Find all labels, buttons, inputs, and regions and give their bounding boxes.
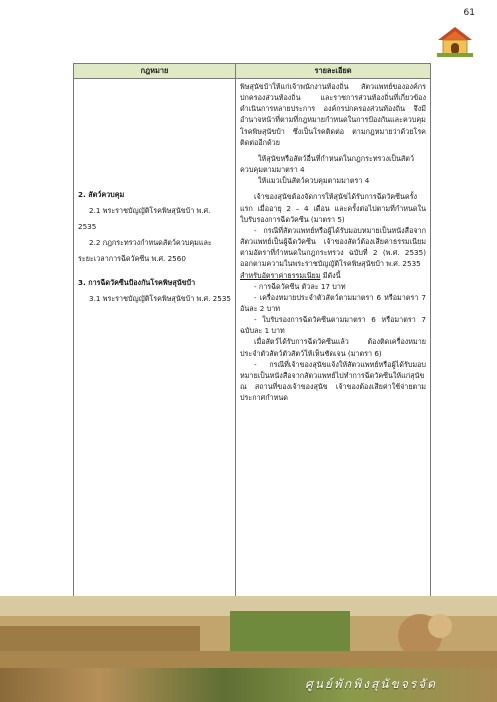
detail-paragraph: - ใบรับรองการฉีดวัคซีนตามมาตรา 6 หรือมาตรา 7 ฉบับละ 1 บาท [240,315,426,336]
law-item: 2.1 พระราชบัญญัติโรคพิษสุนัขบ้า พ.ศ. [89,206,211,215]
detail-cell [236,79,431,597]
detail-list [240,81,426,403]
law-cell [74,79,236,597]
detail-paragraph: พิษสุนัขบ้าให้แก่เจ้าพนักงานท้องถิ่น สัตวแพทย์ขององค์กรปกครองส่วนท้องถิ่น และราชการส่วนท้องถิ่นที่เกี่ยวข้องดำเนินการหลายประการ องค์กรปกครองส่วนท้องถิ่น จึงมีอำนาจหน้าที่ตามที่กฎหมายกำหนดในการป้องกันและควบคุมโรคพิษสุนัขบ้า ซึ่งเป็นโรคติดต่อ ตามกฎหมายว่าด้วยโรคติดต่ออีกด้วย [240,82,426,147]
detail-paragraph: ให้สุนัขหรือสัตว์อื่นที่กำหนดในกฎกระทรวงเป็นสัตว์ควบคุมตามมาตรา 4 [240,153,414,175]
detail-paragraph: - เครื่องหมายประจำตัวสัตว์ตามมาตรา 6 หรือมาตรา 7 อันละ 2 บาท [240,292,426,313]
law-item: 3.1 พระราชบัญญัติโรคพิษสุนัขบ้า พ.ศ. 2535 [89,294,231,303]
fee-heading: สำหรับอัตราค่าธรรมเนียม [240,270,321,280]
table-header-row [74,64,431,79]
footer-banner [0,596,497,702]
law-item: 2.2 กฎกระทรวงกำหนดสัตว์ควบคุมและ [89,238,212,247]
detail-paragraph: ให้แมวเป็นสัตว์ควบคุมตามมาตรา 4 [258,176,370,186]
table-row [74,79,431,597]
detail-paragraph: - กรณีที่เจ้าของสุนัขแจ้งให้สัตวแพทย์หรือผู้ได้รับมอบหมายเป็นหนังสือจากสัตวแพทย์ไปทำการฉีดวัคซีนให้แก่สุนัข ณ สถานที่ของเจ้าของสุนัข เจ้าของต้องเสียค่าใช้จ่ายตามประกาศกำหนด [240,359,426,403]
detail-paragraph [240,270,426,281]
detail-paragraph: เมื่อสัตว์ได้รับการฉีดวัคซีนแล้ว ต้องติดเครื่องหมายประจำตัวสัตว์ตัวสัตว์ให้เห็นชัดเจน (มาตรา 6) [240,337,426,358]
header-law: กฎหมาย [74,64,236,79]
law-item: 2535 [78,222,97,231]
detail-paragraph: - การฉีดวัคซีน ตัวละ 17 บาท [254,281,346,291]
law-item: 2. สัตว์ควบคุม [78,190,125,199]
law-detail-table [73,63,431,597]
house-logo-icon [435,24,475,58]
fee-heading-suffix: มีดังนี้ [320,270,341,280]
page-number: 61 [463,8,475,18]
detail-paragraph: เจ้าของสุนัขต้องจัดการให้สุนัขได้รับการฉีดวัคซีนครั้งแรก เมื่ออายุ 2 – 4 เดือน และครั้งต่อไปตามที่กำหนดในใบรับรองการฉีดวัคซีน (มาตรา 5) [240,192,426,224]
law-item: 3. การฉีดวัคซีนป้องกันโรคพิษสุนัขบ้า [78,278,196,287]
law-item: ระยะเวลาการฉีดวัคซีน พ.ศ. 2560 [78,254,186,263]
header-detail: รายละเอียด [236,64,431,79]
footer-title: ศูนย์พักพิงสุนัขจรจัด [305,677,437,691]
detail-paragraph: - กรณีที่สัตวแพทย์หรือผู้ได้รับมอบหมายเป็นหนังสือจากสัตวแพทย์เป็นผู้ฉีดวัคซีน เจ้าของสัตว์ต้องเสียค่าธรรมเนียม ตามอัตราที่กำหนดในกฎกระทรวง ฉบับที่ 2 (พ.ศ. 2535) ออกตามความในพระราชบัญญัติโรคพิษสุนัขบ้า พ.ศ. 2535 [240,225,426,269]
law-list [78,81,231,596]
